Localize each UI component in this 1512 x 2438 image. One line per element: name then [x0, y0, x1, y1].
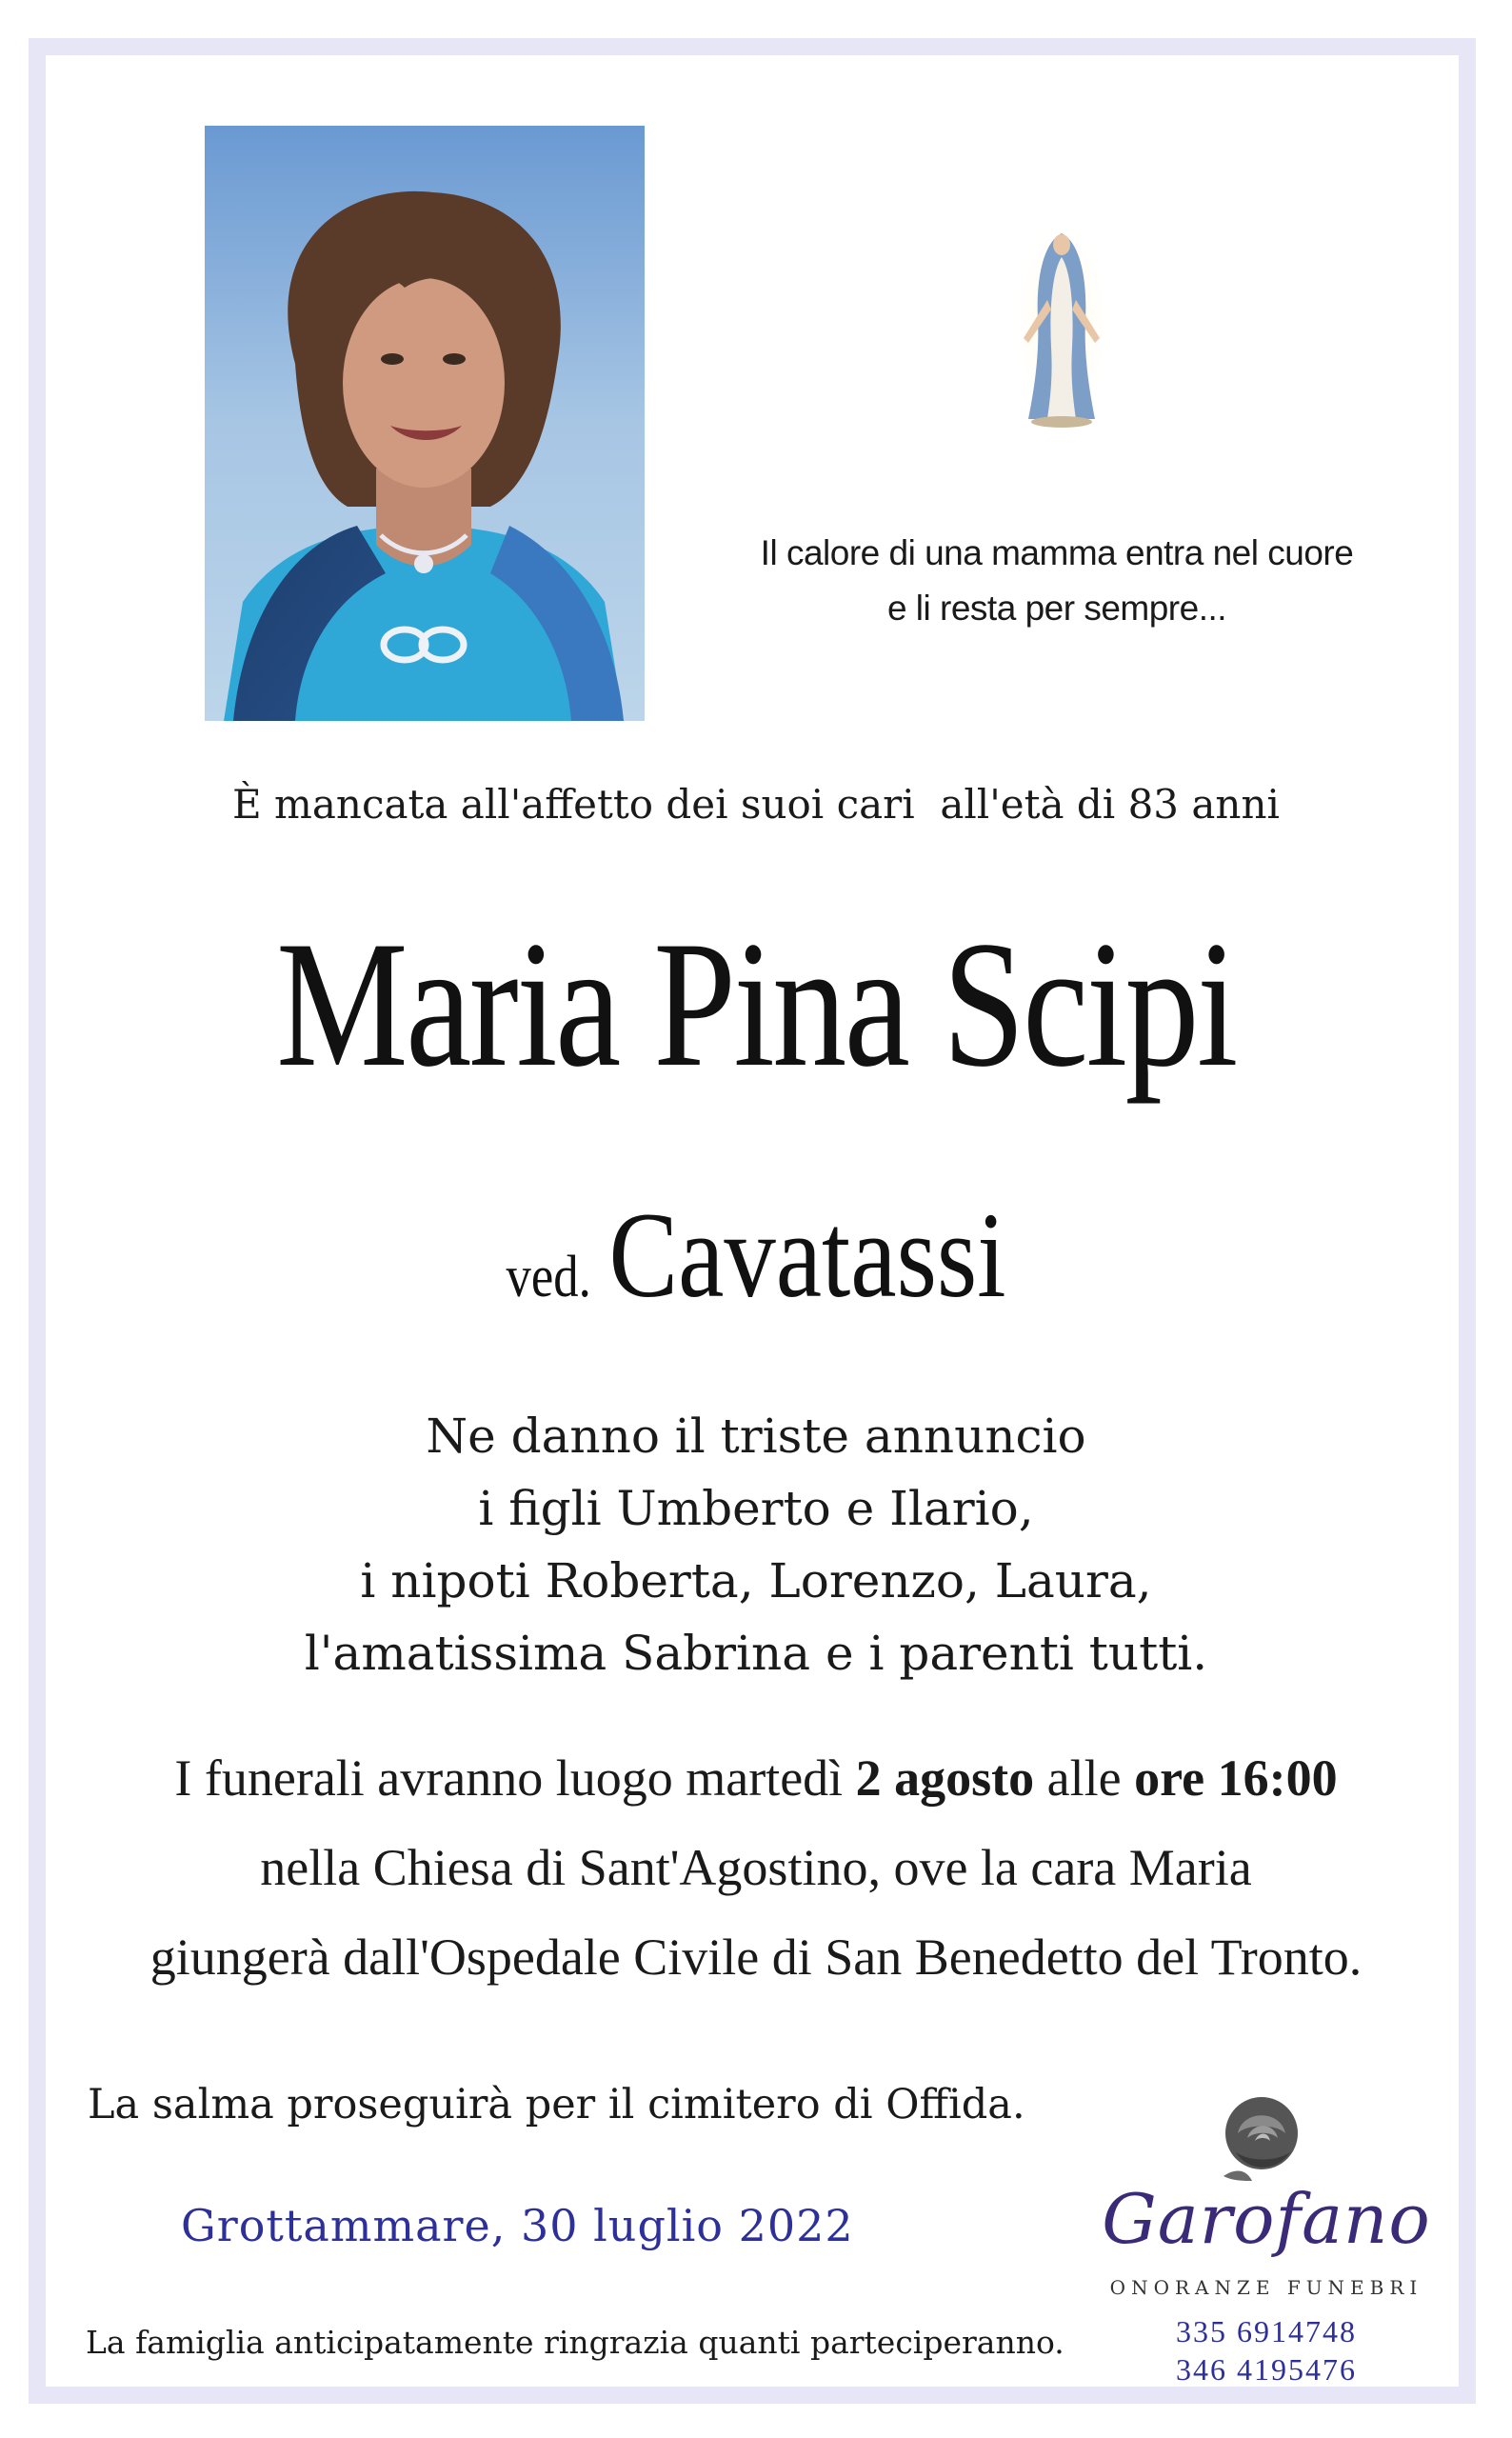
married-name-line: [113, 1186, 1399, 1326]
deceased-name: Maria Pina Scipi: [276, 905, 1236, 1105]
funeral-time: ore 16:00: [1134, 1749, 1338, 1807]
announcement-line: l'amatissima Sabrina e i parenti tutti.: [304, 1626, 1208, 1681]
announcement-line: i nipoti Roberta, Lorenzo, Laura,: [360, 1553, 1152, 1609]
married-surname: Cavatassi: [608, 1188, 1006, 1323]
madonna-image: [1009, 214, 1114, 433]
portrait-photo: [205, 126, 645, 721]
phone-number[interactable]: 346 4195476: [1176, 2352, 1357, 2387]
burial-text: La salma proseguirà per il cimitero di Offida.: [88, 2081, 1025, 2128]
funeral-text-mid: alle: [1034, 1749, 1135, 1807]
thanks-text: La famiglia anticipatamente ringrazia quanti parteciperanno.: [86, 2324, 1064, 2361]
memorial-quote: [705, 526, 1409, 636]
widow-prefix: ved.: [506, 1245, 591, 1309]
funeral-date: 2 agosto: [855, 1749, 1035, 1807]
announcement-line: i figli Umberto e Ilario,: [478, 1481, 1034, 1536]
funeral-line-3: giungerà dall'Ospedale Civile di San Benedetto del Tronto.: [149, 1928, 1363, 1986]
quote-line-2: e li resta per sempre...: [886, 589, 1227, 628]
announcement: [0, 1400, 1512, 1689]
funeral-home-name: Garofano: [1102, 2179, 1431, 2259]
announcement-line: Ne danno il triste annuncio: [426, 1409, 1086, 1464]
quote-line-1: Il calore di una mamma entra nel cuore: [760, 533, 1354, 572]
funeral-home-logo: [1085, 2086, 1447, 2400]
intro-text: È mancata all'affetto dei suoi cari all'età di 83 anni: [232, 781, 1280, 828]
place-date: Grottammare, 30 luglio 2022: [181, 2200, 854, 2251]
phone-number[interactable]: 335 6914748: [1176, 2314, 1357, 2348]
funeral-home-subtitle: ONORANZE FUNEBRI: [1109, 2276, 1423, 2299]
funeral-details: [0, 1733, 1512, 2002]
rose-icon: [1209, 2086, 1314, 2190]
funeral-text-pre: I funerali avranno luogo martedì: [174, 1749, 856, 1807]
funeral-line-2: nella Chiesa di Sant'Agostino, ove la cara Maria: [260, 1839, 1252, 1896]
funeral-line-1: [0, 1733, 1512, 1823]
